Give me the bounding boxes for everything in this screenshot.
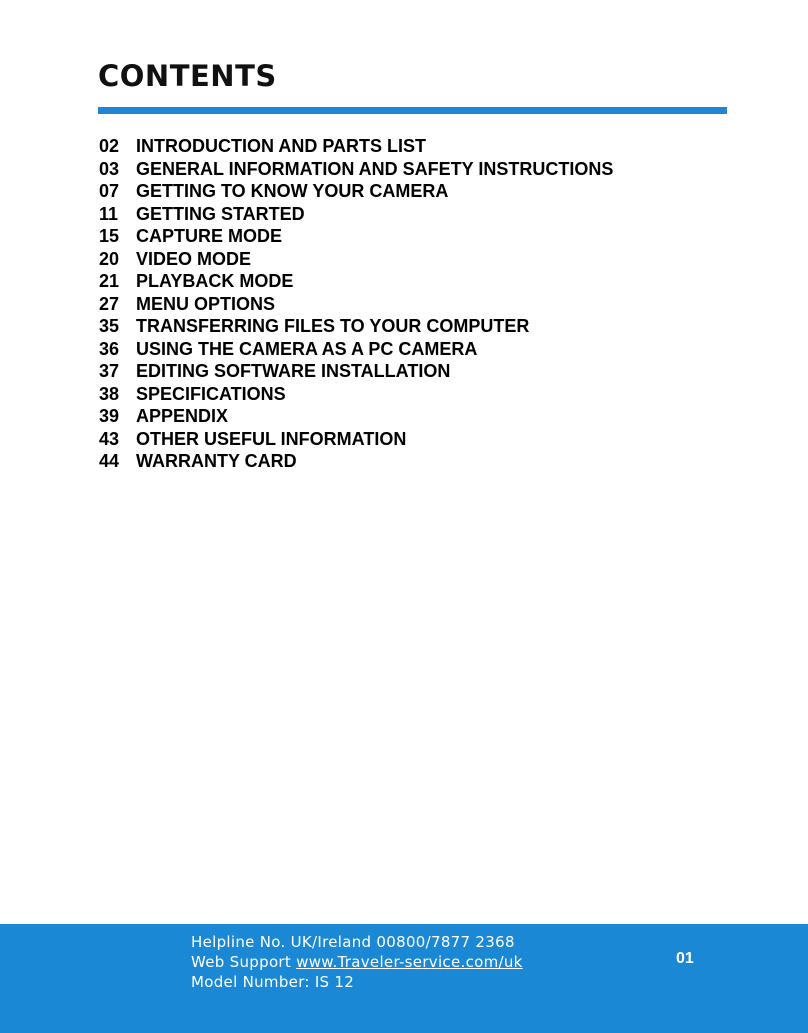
toc-entry-label: OTHER USEFUL INFORMATION — [136, 428, 407, 449]
toc-item — [99, 405, 613, 428]
toc-page-number: 44 — [99, 451, 120, 471]
toc-entry-label: INTRODUCTION AND PARTS LIST — [136, 136, 426, 156]
web-support-line — [191, 952, 523, 972]
title-divider — [98, 107, 727, 114]
page-title: CONTENTS — [98, 59, 277, 93]
toc-page-number: 21 — [99, 271, 120, 291]
toc-item — [99, 180, 613, 203]
page-number: 01 — [676, 950, 694, 967]
toc-item — [99, 360, 613, 383]
toc-item — [99, 203, 613, 226]
table-of-contents — [99, 135, 613, 473]
toc-entry-label: TRANSFERRING FILES TO YOUR COMPUTER — [136, 316, 530, 336]
toc-item — [99, 248, 613, 271]
toc-page-number: 15 — [99, 226, 120, 246]
toc-entry-label: SPECIFICATIONS — [136, 383, 286, 404]
toc-item — [99, 158, 613, 181]
toc-page-number: 37 — [99, 361, 120, 381]
toc-page-number: 38 — [99, 383, 120, 404]
toc-entry-label: VIDEO MODE — [136, 248, 252, 269]
toc-item — [99, 383, 613, 406]
toc-item — [99, 270, 613, 293]
toc-page-number: 07 — [99, 181, 120, 201]
toc-entry-label: GENERAL INFORMATION AND SAFETY INSTRUCTIONS — [136, 158, 614, 179]
toc-page-number: 02 — [99, 136, 120, 156]
toc-page-number: 20 — [99, 248, 120, 269]
toc-item — [99, 315, 613, 338]
toc-entry-label: GETTING STARTED — [136, 203, 305, 224]
toc-page-number: 39 — [99, 406, 120, 426]
toc-page-number: 11 — [99, 203, 119, 224]
toc-entry-label: MENU OPTIONS — [136, 293, 276, 314]
toc-entry-label: EDITING SOFTWARE INSTALLATION — [136, 361, 451, 381]
toc-entry-label: CAPTURE MODE — [136, 226, 283, 246]
toc-entry-label: USING THE CAMERA AS A PC CAMERA — [136, 338, 478, 359]
toc-item — [99, 450, 613, 473]
footer-contact-info — [191, 932, 523, 992]
toc-entry-label: PLAYBACK MODE — [136, 271, 294, 291]
toc-item — [99, 428, 613, 451]
toc-item — [99, 225, 613, 248]
toc-entry-label: APPENDIX — [136, 406, 229, 426]
toc-item — [99, 338, 613, 361]
toc-page-number: 35 — [99, 316, 120, 336]
toc-item — [99, 293, 613, 316]
toc-page-number: 03 — [99, 158, 120, 179]
toc-entry-label: GETTING TO KNOW YOUR CAMERA — [136, 181, 449, 201]
toc-page-number: 36 — [99, 338, 120, 359]
toc-entry-label: WARRANTY CARD — [136, 451, 297, 471]
toc-item — [99, 135, 613, 158]
model-number-text: Model Number: IS 12 — [191, 973, 355, 991]
web-support-link[interactable]: www.Traveler-service.com/uk — [296, 953, 523, 971]
toc-page-number: 43 — [99, 428, 120, 449]
helpline-text: Helpline No. UK/Ireland 00800/7877 2368 — [191, 933, 515, 951]
web-support-label: Web Support — [191, 953, 297, 971]
toc-page-number: 27 — [99, 293, 120, 314]
footer-bar — [0, 924, 808, 1033]
